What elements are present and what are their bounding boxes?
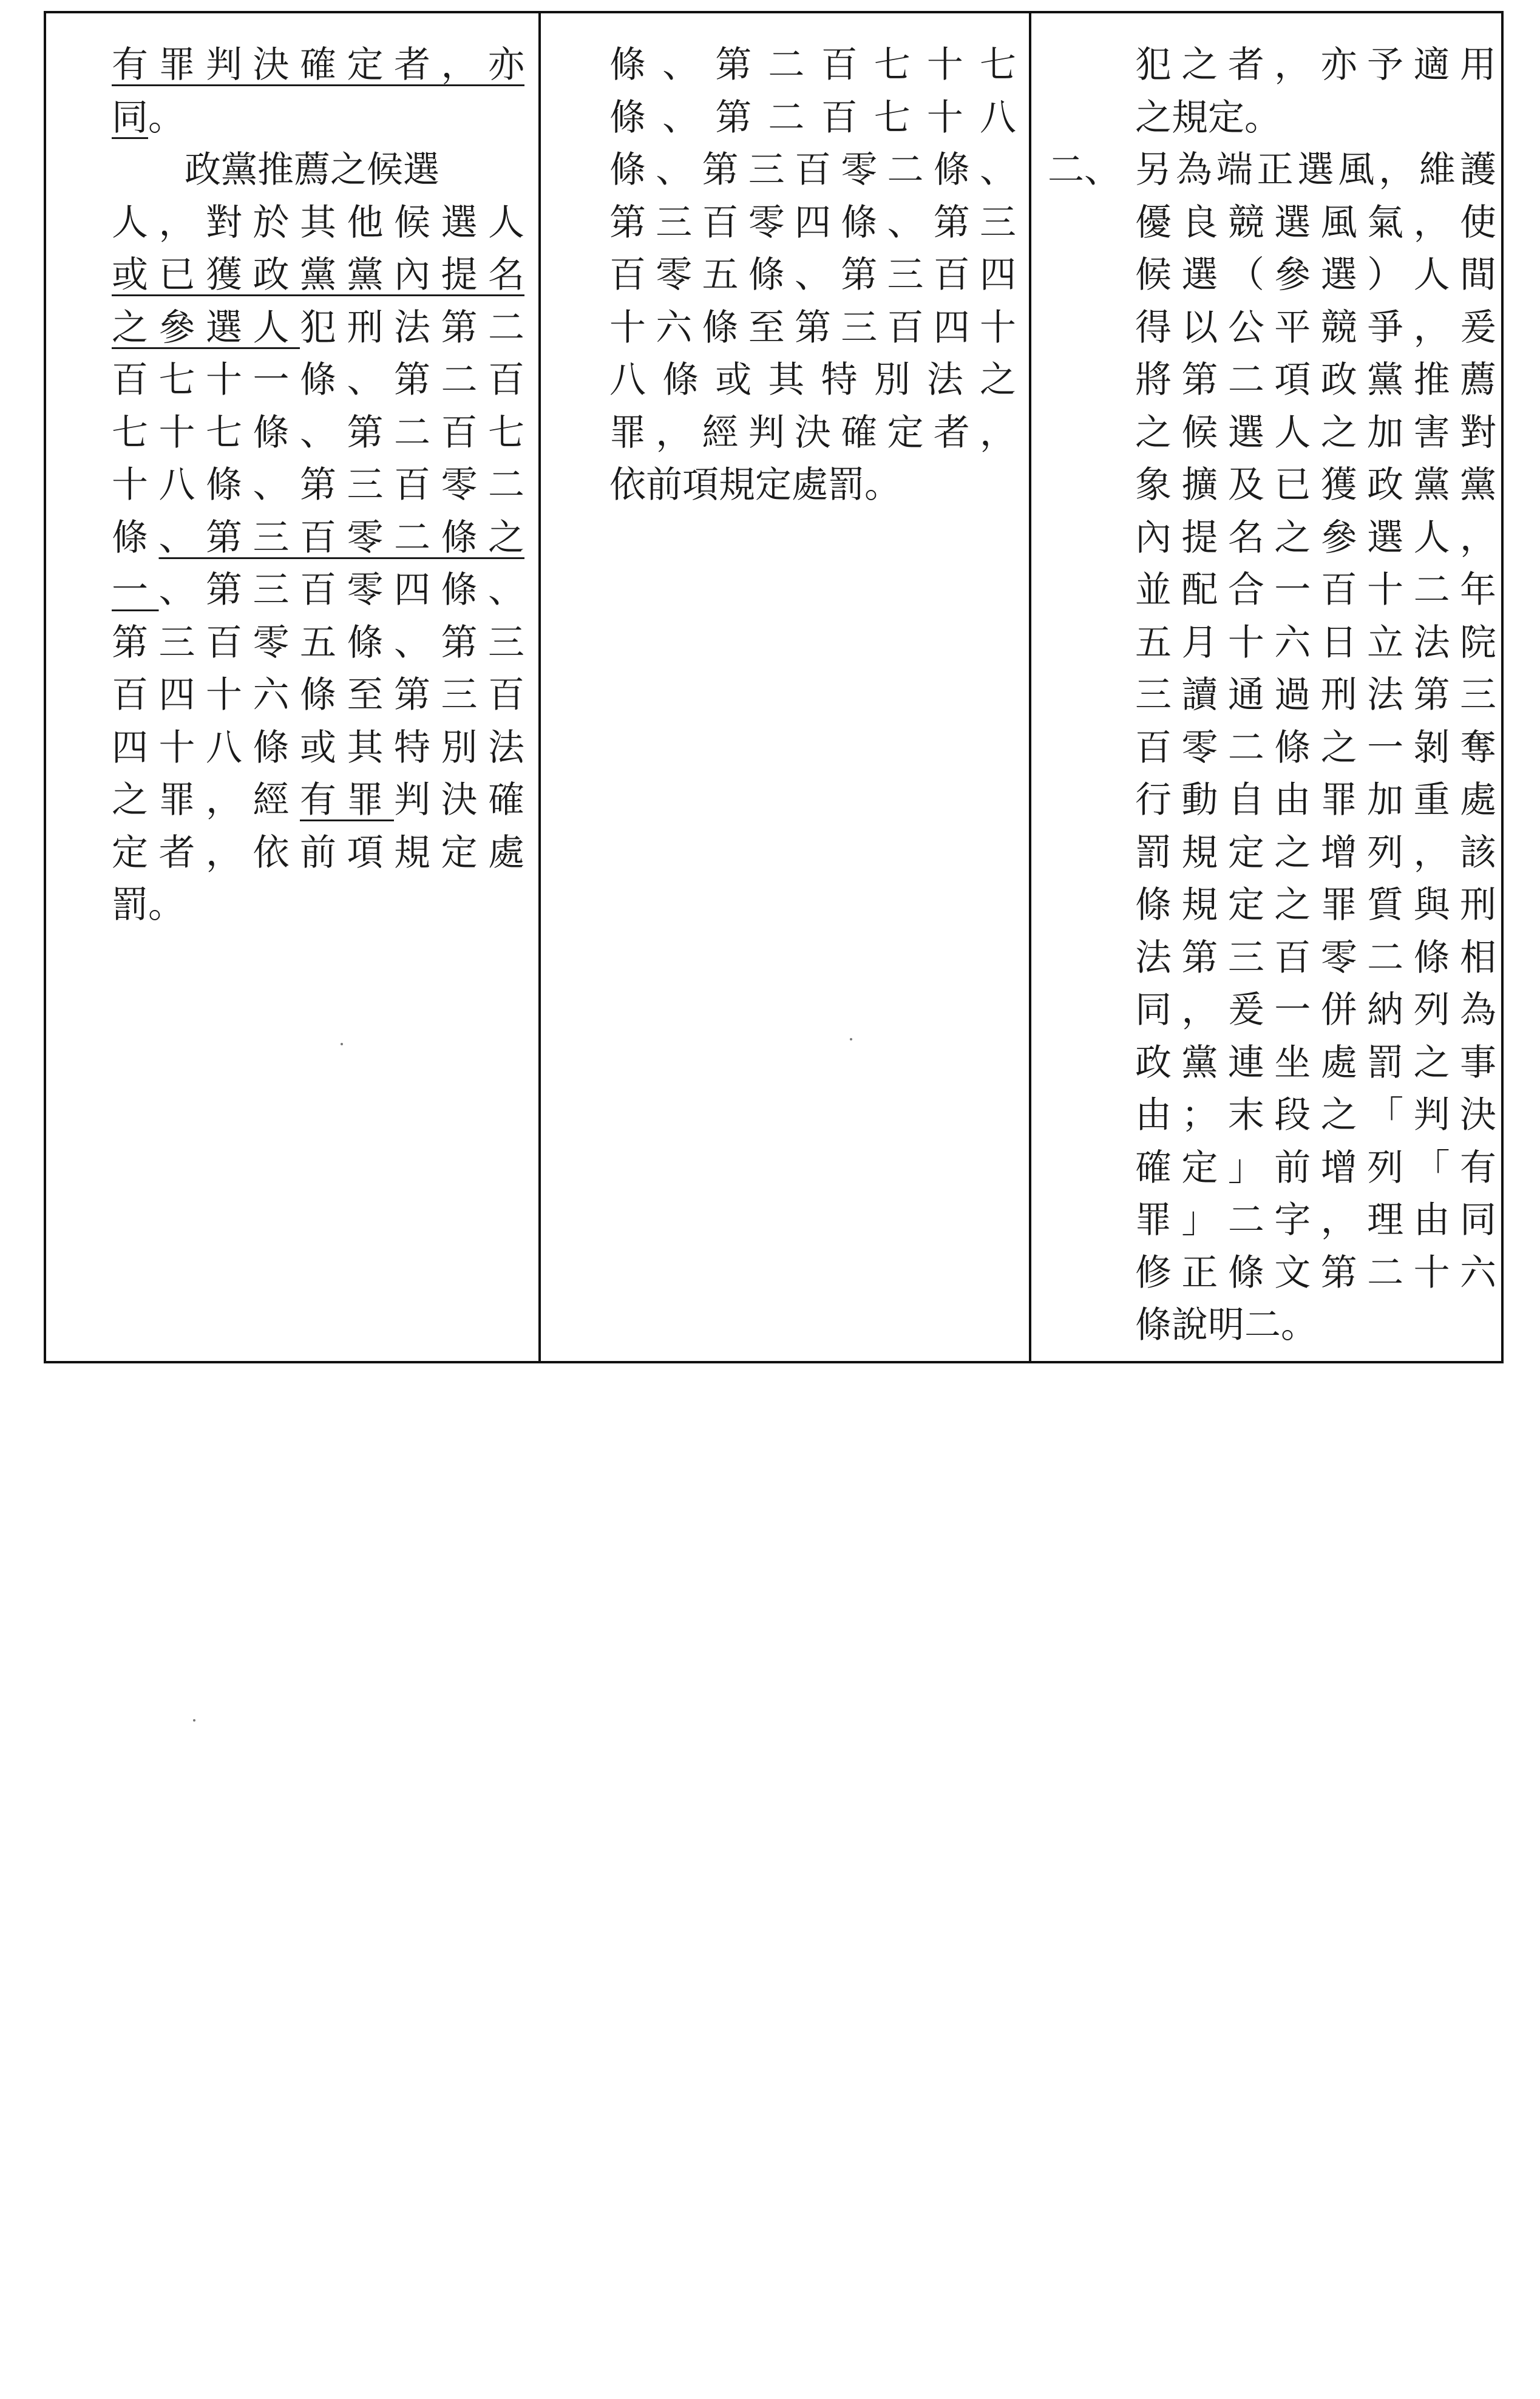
text-line	[1135, 149, 1496, 191]
text-segment: 定者，依前項規定處	[112, 831, 524, 874]
text-segment: 修正條文第二十六	[1135, 1251, 1496, 1294]
text-segment: 確定」前增列「有	[1135, 1146, 1496, 1189]
text-line	[1135, 674, 1496, 716]
text-line	[609, 149, 1016, 191]
text-line	[1135, 201, 1496, 244]
text-segment: 候選（參選）人間	[1135, 254, 1496, 296]
text-segment: 同，爰一併納列為	[1135, 989, 1496, 1031]
text-line	[1135, 359, 1496, 401]
text-segment: 之罪，經	[112, 779, 300, 821]
text-line	[112, 201, 524, 244]
text-segment: 罪，經判決確定者，	[609, 411, 1016, 454]
text-segment: 、第三百零四條、	[158, 569, 524, 611]
text-line	[609, 96, 1016, 139]
text-segment: 條說明二。	[1135, 1304, 1317, 1346]
text-line	[112, 306, 524, 349]
underlined-amendment-text: 或已獲政黨黨內提名	[112, 254, 524, 296]
text-segment: 得以公平競爭，爰	[1135, 306, 1496, 349]
text-segment: 人，對於其他候選人	[112, 201, 524, 244]
text-segment: 條規定之罪質與刑	[1135, 884, 1496, 926]
underlined-amendment-text: 、第三百零二條之	[158, 516, 524, 559]
text-segment: 之候選人之加害對	[1135, 411, 1496, 454]
text-line	[112, 359, 524, 401]
text-line	[1135, 569, 1496, 611]
text-segment: 百零二條之一剝奪	[1135, 726, 1496, 769]
underlined-amendment-text: 有罪	[300, 779, 394, 821]
underlined-amendment-text: 之參選人	[112, 306, 300, 349]
text-segment: 。	[148, 96, 185, 139]
text-segment: 八條或其特別法之	[609, 359, 1016, 401]
text-line	[112, 569, 524, 611]
text-segment: 第三百零四條、第三	[609, 201, 1016, 244]
text-line	[112, 516, 524, 559]
text-segment: 四十八條或其特別法	[112, 726, 524, 769]
text-line	[112, 96, 524, 139]
scan-speck	[341, 1043, 343, 1045]
text-segment: 象擴及已獲政黨黨	[1135, 464, 1496, 506]
text-line	[1135, 621, 1496, 664]
text-line	[1135, 989, 1496, 1031]
text-segment: 百四十六條至第三百	[112, 674, 524, 716]
text-segment: 條	[112, 516, 159, 559]
text-segment: 罰。	[112, 884, 185, 926]
text-segment: 法第三百零二條相	[1135, 936, 1496, 979]
column-current-text	[541, 13, 1031, 1361]
text-line	[1135, 44, 1496, 86]
text-segment: 七十七條、第二百七	[112, 411, 524, 454]
text-line	[609, 201, 1016, 244]
text-segment: 政黨推薦之候選	[112, 149, 439, 191]
text-segment: 十六條至第三百四十	[609, 306, 1016, 349]
text-line	[1135, 1041, 1496, 1084]
text-segment: 三讀通過刑法第三	[1135, 674, 1496, 716]
column-amended-text	[46, 13, 541, 1361]
text-segment: 內提名之參選人，	[1135, 516, 1496, 559]
text-line	[1135, 1304, 1496, 1346]
text-segment: 罪」二字，理由同	[1135, 1199, 1496, 1241]
text-line	[1135, 1094, 1496, 1136]
column-explanation	[1031, 13, 1501, 1361]
text-line	[112, 464, 524, 506]
text-line	[112, 674, 524, 716]
text-line	[609, 254, 1016, 296]
text-line	[112, 149, 524, 191]
text-line	[1135, 831, 1496, 874]
comparison-table	[44, 11, 1504, 1363]
text-line	[112, 779, 524, 821]
text-line	[1135, 779, 1496, 821]
text-line	[1135, 516, 1496, 559]
text-segment: 百零五條、第三百四	[609, 254, 1016, 296]
text-line	[609, 44, 1016, 86]
underlined-amendment-text: 一	[112, 569, 159, 611]
text-segment: 犯刑法第二	[300, 306, 524, 349]
text-segment: 罰規定之增列，該	[1135, 831, 1496, 874]
text-segment: 行動自由罪加重處	[1135, 779, 1496, 821]
text-line	[1135, 884, 1496, 926]
text-segment: 優良競選風氣，使	[1135, 201, 1496, 244]
text-line	[1135, 1251, 1496, 1294]
underlined-amendment-text: 同	[112, 96, 148, 139]
text-line	[112, 44, 524, 86]
text-line	[1135, 306, 1496, 349]
text-segment: 並配合一百十二年	[1135, 569, 1496, 611]
text-segment: 之規定。	[1135, 96, 1281, 139]
text-segment: 政黨連坐處罰之事	[1135, 1041, 1496, 1084]
text-line	[609, 306, 1016, 349]
text-segment: 十八條、第三百零二	[112, 464, 524, 506]
text-segment: 條、第二百七十七	[609, 44, 1016, 86]
text-line	[1135, 936, 1496, 979]
text-line	[1135, 726, 1496, 769]
text-line	[609, 411, 1016, 454]
text-line	[609, 464, 1016, 506]
text-segment: 五月十六日立法院	[1135, 621, 1496, 664]
text-segment: 另為端正選風，維護	[1135, 149, 1496, 191]
text-segment: 由；末段之「判決	[1135, 1094, 1496, 1136]
text-segment: 將第二項政黨推薦	[1135, 359, 1496, 401]
text-line	[112, 411, 524, 454]
text-segment: 條、第三百零二條、	[609, 149, 1016, 191]
text-segment: 百七十一條、第二百	[112, 359, 524, 401]
text-segment: 第三百零五條、第三	[112, 621, 524, 664]
text-line	[1135, 96, 1496, 139]
text-line	[112, 621, 524, 664]
text-segment: 依前項規定處罰。	[609, 464, 901, 506]
scan-speck	[193, 1719, 195, 1722]
text-line	[1135, 1146, 1496, 1189]
text-line	[1135, 1199, 1496, 1241]
text-line	[112, 254, 524, 296]
scan-speck	[850, 1038, 852, 1040]
item-number: 二、	[1048, 149, 1121, 191]
text-line	[1135, 254, 1496, 296]
text-line	[1135, 411, 1496, 454]
text-segment: 犯之者，亦予適用	[1135, 44, 1496, 86]
text-line	[112, 884, 524, 926]
underlined-amendment-text: 有罪判決確定者，亦	[112, 44, 524, 86]
text-line	[112, 831, 524, 874]
text-line	[1135, 464, 1496, 506]
text-segment: 判決確	[394, 779, 524, 821]
text-line	[609, 359, 1016, 401]
text-line	[112, 726, 524, 769]
text-segment: 條、第二百七十八	[609, 96, 1016, 139]
